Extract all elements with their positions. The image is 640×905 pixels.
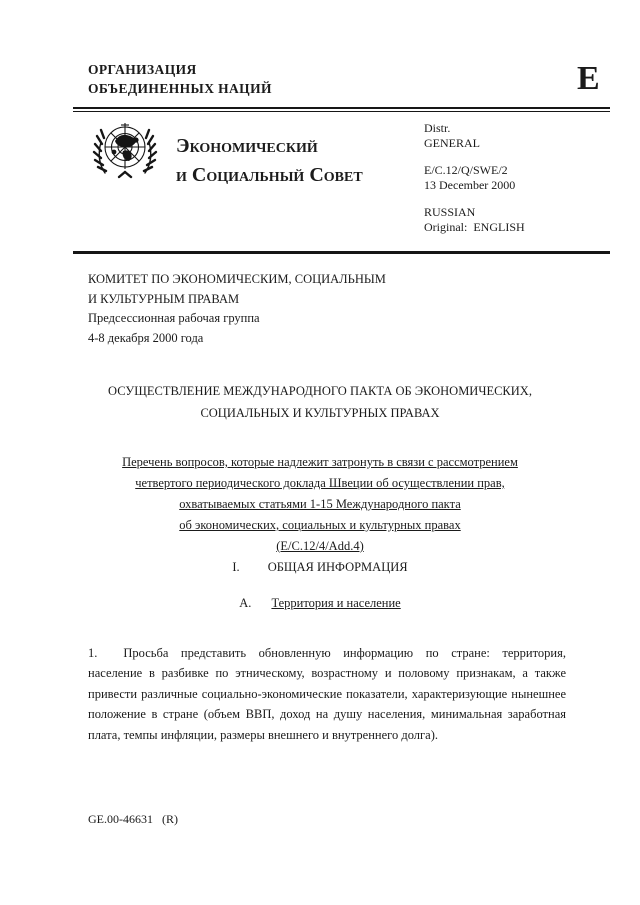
section-number: I. <box>232 560 240 574</box>
council-title <box>176 132 363 190</box>
masthead-rule <box>73 251 610 254</box>
subtitle-line1: Перечень вопросов, которые надлежит затронуть в связи с рассмотрением <box>122 455 518 469</box>
session-dates: 4-8 декабря 2000 года <box>88 330 204 345</box>
distr-label: Distr. <box>424 121 451 135</box>
paragraph-text: Просьба представить обновленную информацию по стране: территория, население в разбивке по этническому, возрастному и половому признакам, а также привести различные социально-экономические показатели, характеризующие нынешнее положение в стране (объем ВВП, доход на душу населения, минимальная заработная плата, темпы инфляции, размеры внешнего и внутреннего долга). <box>88 645 566 742</box>
un-emblem-icon <box>92 120 158 182</box>
committee-block <box>88 270 386 348</box>
working-group: Предсессионная рабочая группа <box>88 311 260 325</box>
subtitle-line4: об экономических, социальных и культурных правах <box>179 518 461 532</box>
committee-name-line1: КОМИТЕТ ПО ЭКОНОМИЧЕСКИМ, СОЦИАЛЬНЫМ <box>88 272 386 286</box>
document-original-language: Original: ENGLISH <box>424 219 525 234</box>
org-name-line2: ОБЪЕДИНЕННЫХ НАЦИЙ <box>88 81 272 96</box>
header-rule <box>73 107 610 112</box>
section-a-heading-row <box>0 596 640 611</box>
council-title-line1: Экономический <box>176 135 318 157</box>
distribution-block <box>424 121 525 234</box>
document-subtitle <box>0 452 640 557</box>
org-name <box>88 60 272 98</box>
paragraph-1 <box>88 643 566 746</box>
committee-name-line2: И КУЛЬТУРНЫМ ПРАВАМ <box>88 291 240 306</box>
footer-document-code: GE.00-46631 (R) <box>88 812 178 826</box>
document-series-letter: E <box>577 60 600 97</box>
document-language: RUSSIAN <box>424 205 476 219</box>
distr-type: GENERAL <box>424 135 480 150</box>
subtitle-line3: охватываемых статьями 1-15 Международного пакта <box>179 497 461 511</box>
subsection-heading: Территория и население <box>271 596 401 610</box>
section-heading: ОБЩАЯ ИНФОРМАЦИЯ <box>267 560 408 574</box>
subtitle-line2: четвертого периодического доклада Швеции об осуществлении прав, <box>135 476 505 490</box>
document-date: 13 December 2000 <box>424 177 516 192</box>
document-symbol: E/C.12/Q/SWE/2 <box>424 163 508 177</box>
paragraph-number: 1. <box>88 645 98 660</box>
subsection-letter: А. <box>239 596 252 610</box>
org-name-line1: ОРГАНИЗАЦИЯ <box>88 62 197 77</box>
document-title <box>0 380 640 424</box>
document-title-line1: ОСУЩЕСТВЛЕНИЕ МЕЖДУНАРОДНОГО ПАКТА ОБ ЭКОНОМИЧЕСКИХ, <box>108 384 532 398</box>
document-title-line2: СОЦИАЛЬНЫХ И КУЛЬТУРНЫХ ПРАВАХ <box>200 406 440 420</box>
subtitle-doc-reference: (E/C.12/4/Add.4) <box>276 539 364 553</box>
council-title-line2: и Социальный Совет <box>176 164 363 186</box>
section-i-heading-row <box>0 560 640 575</box>
